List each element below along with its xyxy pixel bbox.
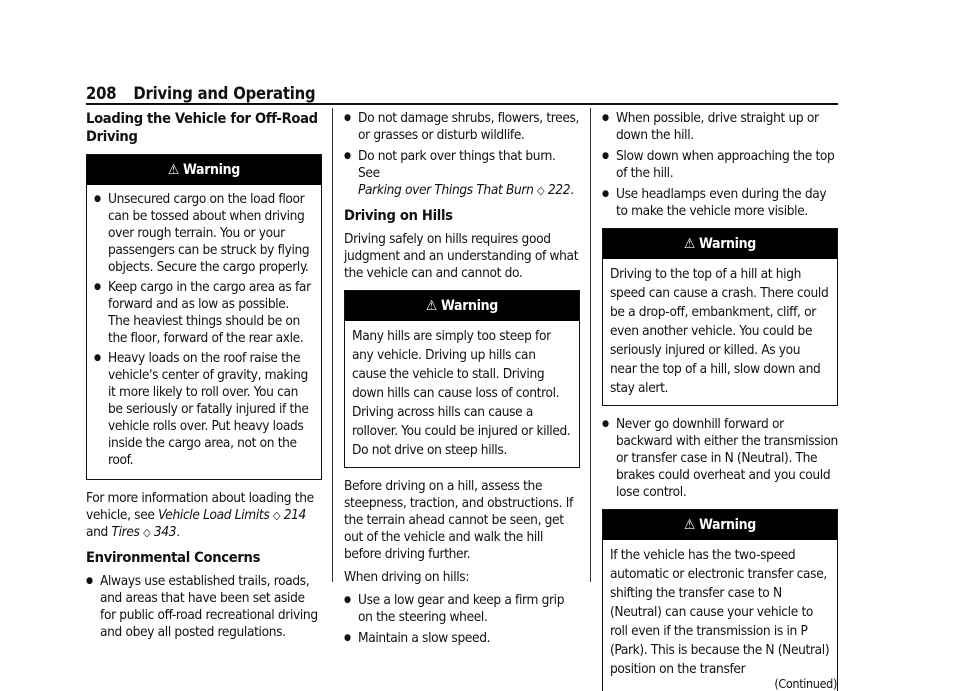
info-text-end: . <box>176 524 180 540</box>
park-text: Do not park over things that burn. See <box>358 148 556 181</box>
paragraph: Before driving on a hill, assess the steepness, traction, and obstructions. If the terrain ahead cannot be seen, get out of the vehicle and walk the hill before driving further. <box>344 478 573 562</box>
xref-page[interactable]: 214 <box>283 507 306 523</box>
list-item: ● Maintain a slow speed. <box>344 630 580 647</box>
list-item: ● When possible, drive straight up or down the hill. <box>602 110 838 144</box>
warning-header <box>603 510 837 540</box>
xref-tires[interactable]: Tires <box>111 524 140 540</box>
page-reference-arrow-icon: ◇ <box>272 509 281 522</box>
warning-body <box>87 185 321 479</box>
list-item: ● Use a low gear and keep a firm grip on the steering wheel. <box>344 592 580 626</box>
section-title: Driving and Operating <box>133 84 316 103</box>
warning-title: Warning <box>699 236 756 252</box>
section-heading-loading: Loading the Vehicle for Off-Road Driving <box>86 110 318 145</box>
warning-header <box>345 291 579 321</box>
header-rule <box>86 103 838 105</box>
xref-page[interactable]: 222 <box>547 182 571 198</box>
warning-triangle-icon: ⚠ <box>684 236 695 252</box>
xref-parking[interactable]: Parking over Things That Burn <box>358 182 534 198</box>
page-header <box>86 84 315 103</box>
page-reference-arrow-icon: ◇ <box>143 526 151 539</box>
warning-title: Warning <box>183 162 240 178</box>
warning-body: Many hills are simply too steep for any vehicle. Driving up hills can cause the vehicle to stall. Driving down hills can cause loss of control. Driving across hills can cause a rollover. You could be injured or killed. Do not drive on steep hills. <box>352 328 571 458</box>
section-heading-hills: Driving on Hills <box>344 207 453 224</box>
park-text-end: . <box>570 182 574 198</box>
section-heading-environmental: Environmental Concerns <box>86 549 261 566</box>
warning-body: Driving to the top of a hill at high speed can cause a crash. There could be a drop-off, embankment, cliff, or even another vehicle. You could be seriously injured or killed. As you near the top of a hill, slow down and stay alert. <box>610 266 829 396</box>
warning-header <box>603 229 837 259</box>
xref-page[interactable]: 343 <box>153 524 177 540</box>
list-item: ● Slow down when approaching the top of the hill. <box>602 148 838 182</box>
paragraph: Driving safely on hills requires good judgment and an understanding of what the vehicle can and cannot do. <box>344 231 579 281</box>
warning-title: Warning <box>699 517 756 533</box>
info-paragraph <box>86 490 322 541</box>
info-text-and: and <box>86 524 108 540</box>
column-2 <box>344 110 580 653</box>
list-item: ● Do not damage shrubs, flowers, trees, or grasses or disturb wildlife. <box>344 110 580 144</box>
column-3 <box>602 110 838 691</box>
warning-list-item: ● Unsecured cargo on the load floor can be tossed about when driving over rough terrain. You or your passengers can be struck by flying objects. Secure the cargo properly. <box>94 191 314 276</box>
list-item: ● Always use established trails, roads, and areas that have been set aside for public off-road recreational driving and obey all posted regulations. <box>86 573 322 641</box>
warning-triangle-icon: ⚠ <box>426 298 437 314</box>
warning-header <box>87 155 321 185</box>
warning-box <box>602 228 838 406</box>
warning-box <box>86 154 322 480</box>
page-reference-arrow-icon: ◇ <box>537 184 545 197</box>
warning-box <box>602 509 838 691</box>
warning-triangle-icon: ⚠ <box>168 162 179 178</box>
warning-list-item: ● Heavy loads on the roof raise the vehicle's center of gravity, making it more likely to roll over. You can be seriously or fatally injured if the vehicle rolls over. Put heavy loads inside the cargo area, not on the roof. <box>94 350 314 469</box>
list-item: ● Use headlamps even during the day to make the vehicle more visible. <box>602 186 838 220</box>
paragraph: When driving on hills: <box>344 569 470 585</box>
info-text: For more information about loading the vehicle, see <box>86 490 314 523</box>
column-divider <box>590 108 591 582</box>
page-number: 208 <box>86 84 117 103</box>
column-divider <box>332 108 333 582</box>
list-item: ● Never go downhill forward or backward with either the transmission or transfer case in N (Neutral). The brakes could overheat and you could lose control. <box>602 416 838 501</box>
warning-body: If the vehicle has the two-speed automatic or electronic transfer case, shifting the transfer case to N (Neutral) can cause your vehicle to roll even if the transmission is in P (Park). This is because the N (Neutral) position on the transfer <box>610 547 830 677</box>
continued-label: (Continued) <box>774 676 837 691</box>
xref-vehicle-load-limits[interactable]: Vehicle Load Limits <box>158 507 270 523</box>
column-1 <box>86 110 322 647</box>
warning-box <box>344 290 580 468</box>
list-item-park <box>344 148 580 199</box>
warning-list-item: ● Keep cargo in the cargo area as far forward and as low as possible. The heaviest things should be on the floor, forward of the rear axle. <box>94 279 314 347</box>
warning-title: Warning <box>441 298 498 314</box>
warning-triangle-icon: ⚠ <box>684 517 695 533</box>
